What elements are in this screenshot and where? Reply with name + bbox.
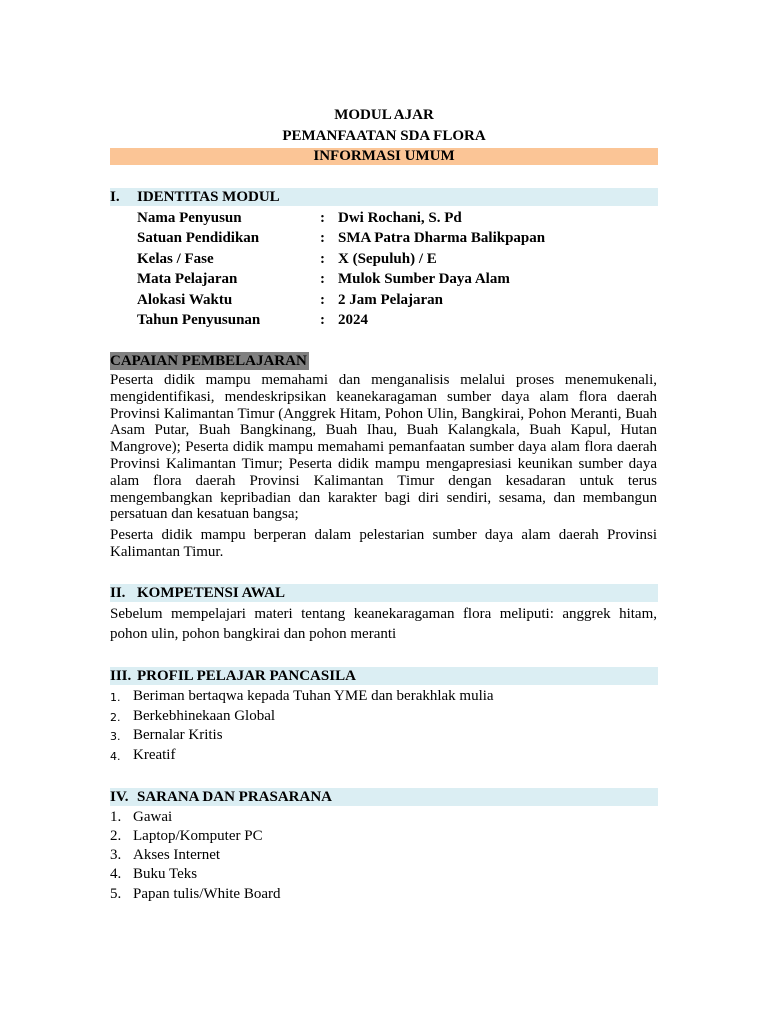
identity-label: Mata Pelajaran xyxy=(137,271,238,287)
list-number: 5. xyxy=(110,886,122,902)
capaian-paragraph: Peserta didik mampu memahami dan menganalisis melalui proses menemukenali, mengidentifikasi, mendeskripsikan keanekaragaman sumber daya alam flora daerah Provinsi Kalimantan Timur (Anggrek Hitam, Pohon Ulin, Bangkirai, Pohon Meranti, Buah Asam Putar, Buah Bangkinang, Buah Ihau, Buah Kalangkala, Buah Kapul, Hutan Mangrove); Peserta didik mampu memahami pemanfaatan sumber daya alam flora daerah Provinsi Kalimantan Timur; Peserta didik mampu mengapresiasi keunikan sumber daya alam flora daerah Provinsi Kalimantan Timur dengan kesadaran untuk terus mengembangkan kepribadian dan karakter bagi diri sendiri, sesama, dan membangun persatuan dan kesatuan bangsa; xyxy=(110,372,657,523)
list-text: Berkebhinekaan Global xyxy=(133,708,276,724)
identity-colon: : xyxy=(320,312,325,328)
identity-row xyxy=(137,228,657,248)
list-item xyxy=(110,885,658,904)
section-kompetensi-heading xyxy=(110,584,658,602)
section-number: I. xyxy=(110,189,120,205)
list-item xyxy=(110,687,658,706)
list-number: 2. xyxy=(110,711,121,724)
list-item xyxy=(110,726,658,745)
identity-value: SMA Patra Dharma Balikpapan xyxy=(338,230,546,246)
identity-label: Nama Penyusun xyxy=(137,210,242,226)
list-number: 3. xyxy=(110,847,122,863)
list-text: Beriman bertaqwa kepada Tuhan YME dan berakhlak mulia xyxy=(133,688,494,704)
section-identitas-heading xyxy=(110,188,658,206)
identity-row xyxy=(137,290,657,310)
list-number: 3. xyxy=(110,730,121,743)
identity-colon: : xyxy=(320,230,325,246)
identity-label: Satuan Pendidikan xyxy=(137,230,260,246)
section-number: III. xyxy=(110,668,132,684)
section-number: IV. xyxy=(110,789,129,805)
module-title: MODUL AJAR xyxy=(334,107,434,123)
identity-label: Alokasi Waktu xyxy=(137,292,233,308)
identity-value: Dwi Rochani, S. Pd xyxy=(338,210,462,226)
list-item xyxy=(110,846,658,865)
section-title: SARANA DAN PRASARANA xyxy=(137,789,333,805)
list-text: Akses Internet xyxy=(133,847,221,863)
module-subtitle: PEMANFAATAN SDA FLORA xyxy=(282,128,486,144)
capaian-heading: CAPAIAN PEMBELAJARAN xyxy=(110,353,307,369)
section-title: KOMPETENSI AWAL xyxy=(137,585,285,601)
section-number: II. xyxy=(110,585,126,601)
list-item xyxy=(110,746,658,765)
list-item xyxy=(110,827,658,846)
identity-value: 2 Jam Pelajaran xyxy=(338,292,443,308)
list-number: 4. xyxy=(110,750,121,763)
list-item xyxy=(110,865,658,884)
identity-colon: : xyxy=(320,292,325,308)
list-text: Laptop/Komputer PC xyxy=(133,828,263,844)
list-text: Papan tulis/White Board xyxy=(133,886,281,902)
list-text: Kreatif xyxy=(133,747,176,763)
identity-row xyxy=(137,310,657,330)
kompetensi-text: Sebelum mempelajari materi tentang keanekaragaman flora meliputi: anggrek hitam, pohon ulin, pohon bangkirai dan pohon meranti xyxy=(110,606,657,642)
section-title: PROFIL PELAJAR PANCASILA xyxy=(137,668,356,684)
general-info-banner: INFORMASI UMUM xyxy=(110,148,658,165)
section-profil-heading xyxy=(110,667,658,685)
list-item xyxy=(110,707,658,726)
section-title: IDENTITAS MODUL xyxy=(137,189,280,205)
list-item xyxy=(110,808,658,827)
list-number: 4. xyxy=(110,866,122,882)
identity-row xyxy=(137,249,657,269)
identity-label: Kelas / Fase xyxy=(137,251,214,267)
list-text: Buku Teks xyxy=(133,866,198,882)
list-text: Gawai xyxy=(133,809,173,825)
identity-value: X (Sepuluh) / E xyxy=(338,251,437,267)
identity-colon: : xyxy=(320,271,325,287)
identity-row xyxy=(137,208,657,228)
capaian-paragraph: Peserta didik mampu berperan dalam pelestarian sumber daya alam daerah Provinsi Kalimantan Timur. xyxy=(110,527,657,560)
identity-value: 2024 xyxy=(338,312,368,328)
list-number: 1. xyxy=(110,691,121,704)
list-text: Bernalar Kritis xyxy=(133,727,223,743)
identity-row xyxy=(137,269,657,289)
identity-colon: : xyxy=(320,210,325,226)
list-number: 2. xyxy=(110,828,122,844)
identity-label: Tahun Penyusunan xyxy=(137,312,261,328)
identity-colon: : xyxy=(320,251,325,267)
section-sarana-heading xyxy=(110,788,658,806)
list-number: 1. xyxy=(110,809,122,825)
identity-value: Mulok Sumber Daya Alam xyxy=(338,271,510,287)
